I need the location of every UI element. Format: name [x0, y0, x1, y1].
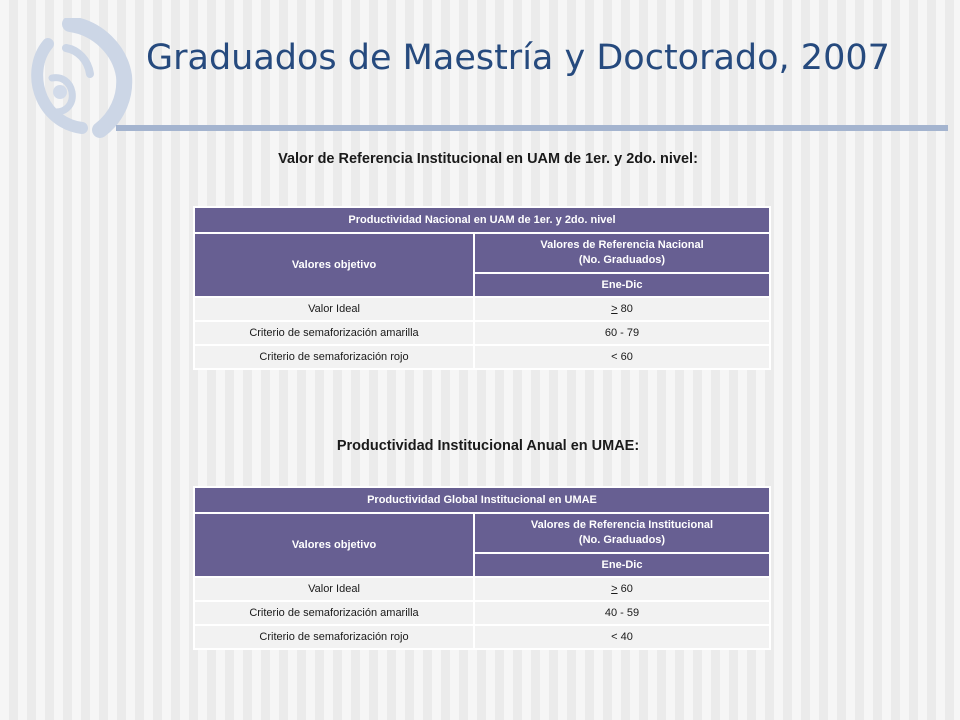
row-value-number: 60 [617, 583, 633, 595]
row-label: Criterio de semaforización rojo [194, 345, 474, 369]
row-label: Criterio de semaforización amarilla [194, 601, 474, 625]
table-row [194, 625, 770, 649]
reference-title: Valores de Referencia Institucional [530, 519, 714, 531]
row-value: < 60 [474, 345, 770, 369]
row-label: Valor Ideal [194, 297, 474, 321]
page-title: Graduados de Maestría y Doctorado, 2007 [146, 38, 890, 78]
reference-title: Valores de Referencia Nacional [540, 239, 704, 251]
column-header-objective: Valores objetivo [194, 513, 474, 577]
table-row [194, 321, 770, 345]
row-value: < 40 [474, 625, 770, 649]
institution-logo-watermark [8, 18, 133, 143]
table-row [194, 297, 770, 321]
row-value [474, 577, 770, 601]
period-header: Ene-Dic [474, 553, 770, 577]
row-value [474, 297, 770, 321]
section-heading-umae: Productividad Institucional Anual en UMAE: [336, 438, 640, 454]
reference-unit: (No. Graduados) [578, 534, 666, 546]
table-title: Productividad Nacional en UAM de 1er. y 2do. nivel [194, 207, 770, 233]
table-row [194, 601, 770, 625]
row-value: 60 - 79 [474, 321, 770, 345]
reference-unit: (No. Graduados) [578, 254, 666, 266]
row-label: Valor Ideal [194, 577, 474, 601]
row-label: Criterio de semaforización amarilla [194, 321, 474, 345]
title-underline [116, 125, 948, 131]
column-header-reference [474, 233, 770, 273]
uam-reference-table [193, 206, 771, 370]
umae-reference-table [193, 486, 771, 650]
section-heading-uam: Valor de Referencia Institucional en UAM de 1er. y 2do. nivel: [278, 151, 698, 167]
period-header: Ene-Dic [474, 273, 770, 297]
column-header-objective: Valores objetivo [194, 233, 474, 297]
greater-equal-symbol: > [611, 583, 618, 595]
row-value-number: 80 [617, 303, 633, 315]
column-header-reference [474, 513, 770, 553]
table-title: Productividad Global Institucional en UMAE [194, 487, 770, 513]
row-label: Criterio de semaforización rojo [194, 625, 474, 649]
table-row [194, 577, 770, 601]
table-row [194, 345, 770, 369]
row-value: 40 - 59 [474, 601, 770, 625]
greater-equal-symbol: > [611, 303, 618, 315]
